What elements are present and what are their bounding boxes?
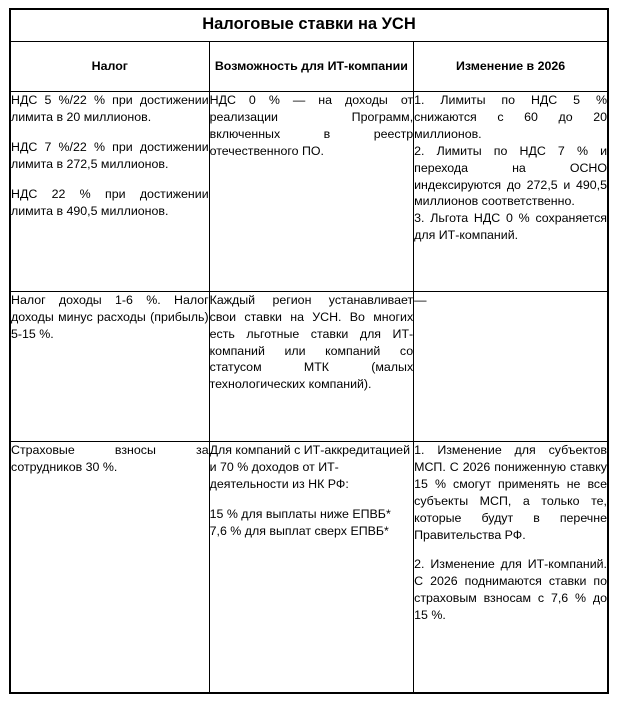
column-header-tax: Налог bbox=[10, 41, 209, 91]
cell-change-1 bbox=[414, 92, 608, 292]
table-title-row bbox=[10, 9, 608, 41]
paragraph: 15 % для выплаты ниже ЕПВБ* bbox=[209, 506, 391, 521]
cell-opportunity-1 bbox=[209, 92, 414, 292]
column-header-change: Изменение в 2026 bbox=[414, 41, 608, 91]
cell-opportunity-3 bbox=[209, 442, 414, 693]
column-header-opportunity: Возможность для ИТ-компании bbox=[209, 41, 414, 91]
cell-change-3 bbox=[414, 442, 608, 693]
cell-tax-1 bbox=[10, 92, 209, 292]
cell-tax-3 bbox=[10, 442, 209, 693]
cell-opportunity-2 bbox=[209, 291, 414, 441]
cell-tax-2 bbox=[10, 291, 209, 441]
table-row bbox=[10, 442, 608, 693]
paragraph: НДС 0 % — на доходы от реализации Программ, включенных в реестр отечественного ПО. bbox=[209, 93, 414, 158]
paragraph: Для компаний с ИТ-аккредитацией и 70 % доходов от ИТ-деятельности из НК РФ: bbox=[209, 443, 410, 491]
table-header-row bbox=[10, 41, 608, 91]
paragraph: 2. Изменение для ИТ-компаний. С 2026 поднимаются ставки по страховым взносам с 7,6 % до 15 %. bbox=[414, 557, 607, 623]
table-row bbox=[10, 291, 608, 441]
paragraph: Каждый регион устанавливает свои ставки на УСН. Во многих есть льготные ставки для ИТ-компаний или компаний со статусом МТК (малых технологических компаний). bbox=[209, 292, 414, 392]
paragraph: 1. Изменение для субъектов МСП. С 2026 пониженную ставку 15 % смогут применять не все субъекты МСП, а только те, которые будут в перечне Правительства РФ. bbox=[414, 443, 607, 542]
tax-rates-table bbox=[9, 8, 609, 694]
page-title: Налоговые ставки на УСН bbox=[10, 9, 608, 41]
cell-change-2 bbox=[414, 291, 608, 441]
paragraph: Налог доходы 1-6 %. Налог доходы минус расходы (прибыль) 5-15 %. bbox=[11, 292, 209, 341]
paragraph: 7,6 % для выплат сверх ЕПВБ* bbox=[209, 523, 389, 538]
paragraph: 3. Льгота НДС 0 % сохраняется для ИТ-компаний. bbox=[414, 211, 607, 243]
paragraph: НДС 22 % при достижении лимита в 490,5 миллионов. bbox=[11, 186, 209, 218]
table-row bbox=[10, 92, 608, 292]
paragraph: 2. Лимиты по НДС 7 % и перехода на ОСНО индексируются до 272,5 и 490,5 миллионов соответственно. bbox=[414, 143, 607, 209]
paragraph: НДС 7 %/22 % при достижении лимита в 272,5 миллионов. bbox=[11, 139, 209, 171]
paragraph: НДС 5 %/22 % при достижении лимита в 20 миллионов. bbox=[11, 93, 209, 125]
paragraph: 1. Лимиты по НДС 5 % снижаются с 60 до 20 миллионов. bbox=[414, 93, 607, 141]
em-dash-placeholder: — bbox=[414, 292, 427, 307]
paragraph: Страховые взносы за сотрудников 30 %. bbox=[11, 443, 209, 475]
